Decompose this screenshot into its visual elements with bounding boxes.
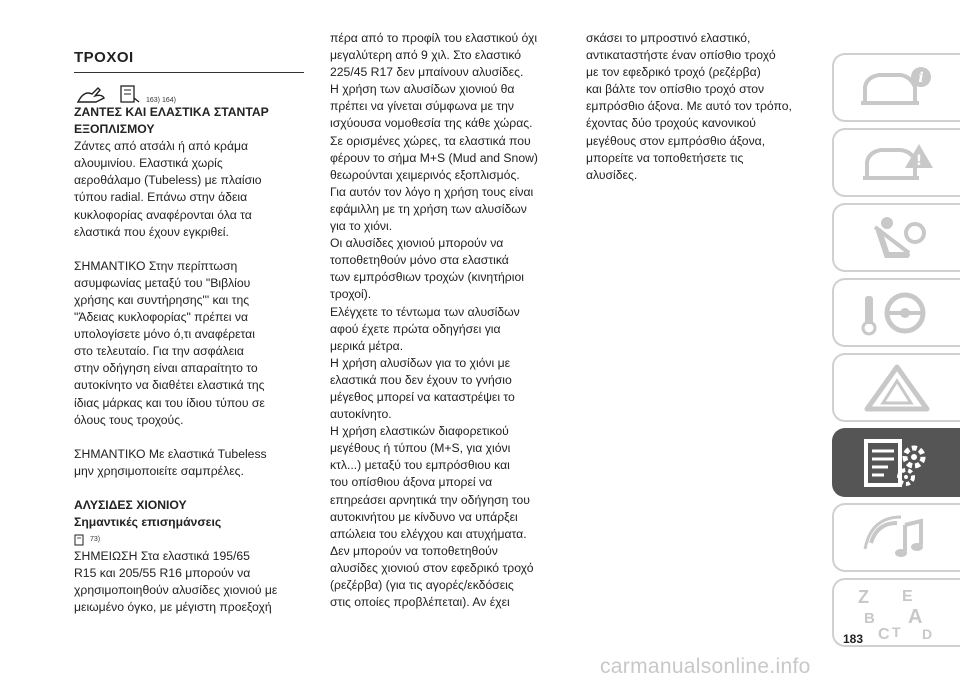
paragraph: Ζάντες από ατσάλι ή από κράμα αλουμινίου. Ελαστικά χωρίς αεροθάλαμο (Tubeless) με πλαίσιο τύπου radial. Επάνω στην άδεια κυκλοφορίας αναφέρονται όλα τα ελαστικά που έχουν εγκριθεί. <box>74 139 262 239</box>
column-1 <box>74 104 310 616</box>
heading-standard-wheels: ΖΑΝΤΕΣ ΚΑΙ ΕΛΑΣΤΙΚΑ ΣΤΑΝΤΑΡ ΕΞΟΠΛΙΣΜΟΥ <box>74 105 269 137</box>
column-2 <box>330 30 570 611</box>
paragraph: Η χρήση αλυσίδων για το χιόνι με ελαστικά που δεν έχουν το γνήσιο μέγεθος μπορεί να καταστρέψει το αυτοκίνητο. <box>330 355 515 422</box>
gloves-tool-icon <box>76 84 116 104</box>
paragraph: Οι αλυσίδες χιονιού μπορούν να τοποθετηθούν μόνο στα ελαστικά των εμπρόσθιων τροχών (κινητήριοι τροχοί). <box>330 236 524 302</box>
tab-car-info[interactable] <box>832 53 960 122</box>
airbag-seat-icon <box>857 213 937 263</box>
paragraph: Η χρήση των αλυσίδων χιονιού θα πρέπει να γίνεται σύμφωνα με την ισχύουσα νομοθεσία της κάθε χώρας. Σε ορισμένες χώρες, τα ελαστικά που φέρουν το σήμα M+S (Mud and Snow) θεωρούνται χειμερινός εξοπλισμός. Για αυτόν τον λόγο η χρήση τους είναι εφάμιλλη με τη χρήση των αλυσίδων για το χιόνι. <box>330 82 538 234</box>
index-letter: A <box>908 605 923 628</box>
page-title: ΤΡΟΧΟΙ <box>74 49 134 66</box>
title-divider <box>74 72 304 73</box>
key-steering-wheel-icon <box>857 288 937 338</box>
paragraph: σκάσει το μπροστινό ελαστικό, αντικαταστήστε έναν οπίσθιο τροχό με τον εφεδρικό τροχό (ρεζέρβα) και βάλτε τον οπίσθιο τροχό στον εμπρόσθιο άξονα. Με αυτό τον τρόπο, έχοντας δύο τροχούς κανονικού μεγέθους στον εμπρόσθιο άξονα, μπορείτε να τοποθετήσετε τις αλυσίδες. <box>586 31 792 182</box>
car-info-icon <box>857 63 937 113</box>
paragraph: πέρα από το προφίλ του ελαστικού όχι μεγαλύτερη από 9 χιλ. Στο ελαστικό 225/45 R17 δεν μπαίνουν αλυσίδες. <box>330 31 538 80</box>
maintenance-gear-icon <box>852 435 942 491</box>
tab-starting-driving[interactable] <box>832 278 960 347</box>
index-letter: E <box>902 587 913 605</box>
paragraph: ΣΗΜΑΝΤΙΚΟ Στην περίπτωση ασυμφωνίας μεταξύ του "Βιβλίου χρήσης και συντήρησης"' και της "Άδειας κυκλοφορίας" πρέπει να υπολογίσετε μόνο ό,τι αναφέρεται στο τελευταίο. Για την ασφάλεια στην οδήγηση είναι απαραίτητο το αυτοκίνητο να διαθέτει ελαστικά της ίδιας μάρκας και του ίδιου τύπου σε όλους τους τροχούς. <box>74 258 265 427</box>
paragraph: Η χρήση ελαστικών διαφορετικού μεγέθους ή τύπου (M+S, για χιόνι κτλ...) μεταξύ του εμπρόσθιου και του οπίσθιου άξονα μπορεί να επηρεάσει αρνητικά την οδήγηση του αυτοκινήτου με κίνδυνο να υπάρξει απώλεια του ελέγχου και ατυχήματα. <box>330 424 530 541</box>
reference-row <box>74 531 310 548</box>
warning-manual-icon <box>119 84 141 104</box>
emergency-triangle-icon <box>857 363 937 413</box>
subheading-important-notes: Σημαντικές επισημάνσεις <box>74 514 222 529</box>
index-letter: Z <box>858 586 869 607</box>
index-letter: D <box>922 625 933 641</box>
reference-number: 73) <box>90 536 101 544</box>
index-letters-icon <box>852 585 942 641</box>
tab-emergency[interactable] <box>832 353 960 422</box>
paragraph: Δεν μπορούν να τοποθετηθούν αλυσίδες χιονιού στον εφεδρικό τροχό (ρεζέρβα) (για τις αγορές/εκδόσεις στις οποίες προβλέπεται). Αν έχει <box>330 543 534 610</box>
paragraph: ΣΗΜΑΝΤΙΚΟ Με ελαστικά Tubeless μην χρησιμοποιείτε σαμπρέλες. <box>74 446 267 478</box>
svg-text:i: i <box>918 69 924 86</box>
tab-maintenance[interactable] <box>832 428 960 497</box>
column-3 <box>586 30 826 184</box>
paragraph: Ελέγχετε το τέντωμα των αλυσίδων αφού έχετε πρώτα οδηγήσει για μερικά μέτρα. <box>330 304 520 353</box>
page-number: 183 <box>843 632 864 646</box>
tab-dashboard[interactable] <box>832 128 960 197</box>
index-letter: B <box>864 609 875 627</box>
index-letter: C <box>878 625 890 641</box>
reference-numbers: 163) 164) <box>146 97 176 104</box>
paragraph: ΣΗΜΕΙΩΣΗ Στα ελαστικά 195/65 R15 και 205/55 R16 μπορούν να χρησιμοποιηθούν αλυσίδες χιονιού με μειωμένο όγκο, με μέγιστη προεξοχή <box>74 549 278 615</box>
tab-safety[interactable] <box>832 203 960 272</box>
dashboard-warning-icon <box>857 138 937 188</box>
svg-text:!: ! <box>915 152 923 169</box>
heading-snow-chains: ΑΛΥΣΙΔΕΣ ΧΙΟΝΙΟΥ <box>74 497 187 512</box>
warning-manual-icon <box>74 534 86 546</box>
tab-multimedia[interactable] <box>832 503 960 572</box>
warning-icons-row <box>76 82 176 104</box>
index-letter: T <box>892 623 901 640</box>
watermark: carmanualsonline.info <box>600 655 811 678</box>
multimedia-music-icon <box>857 513 937 563</box>
